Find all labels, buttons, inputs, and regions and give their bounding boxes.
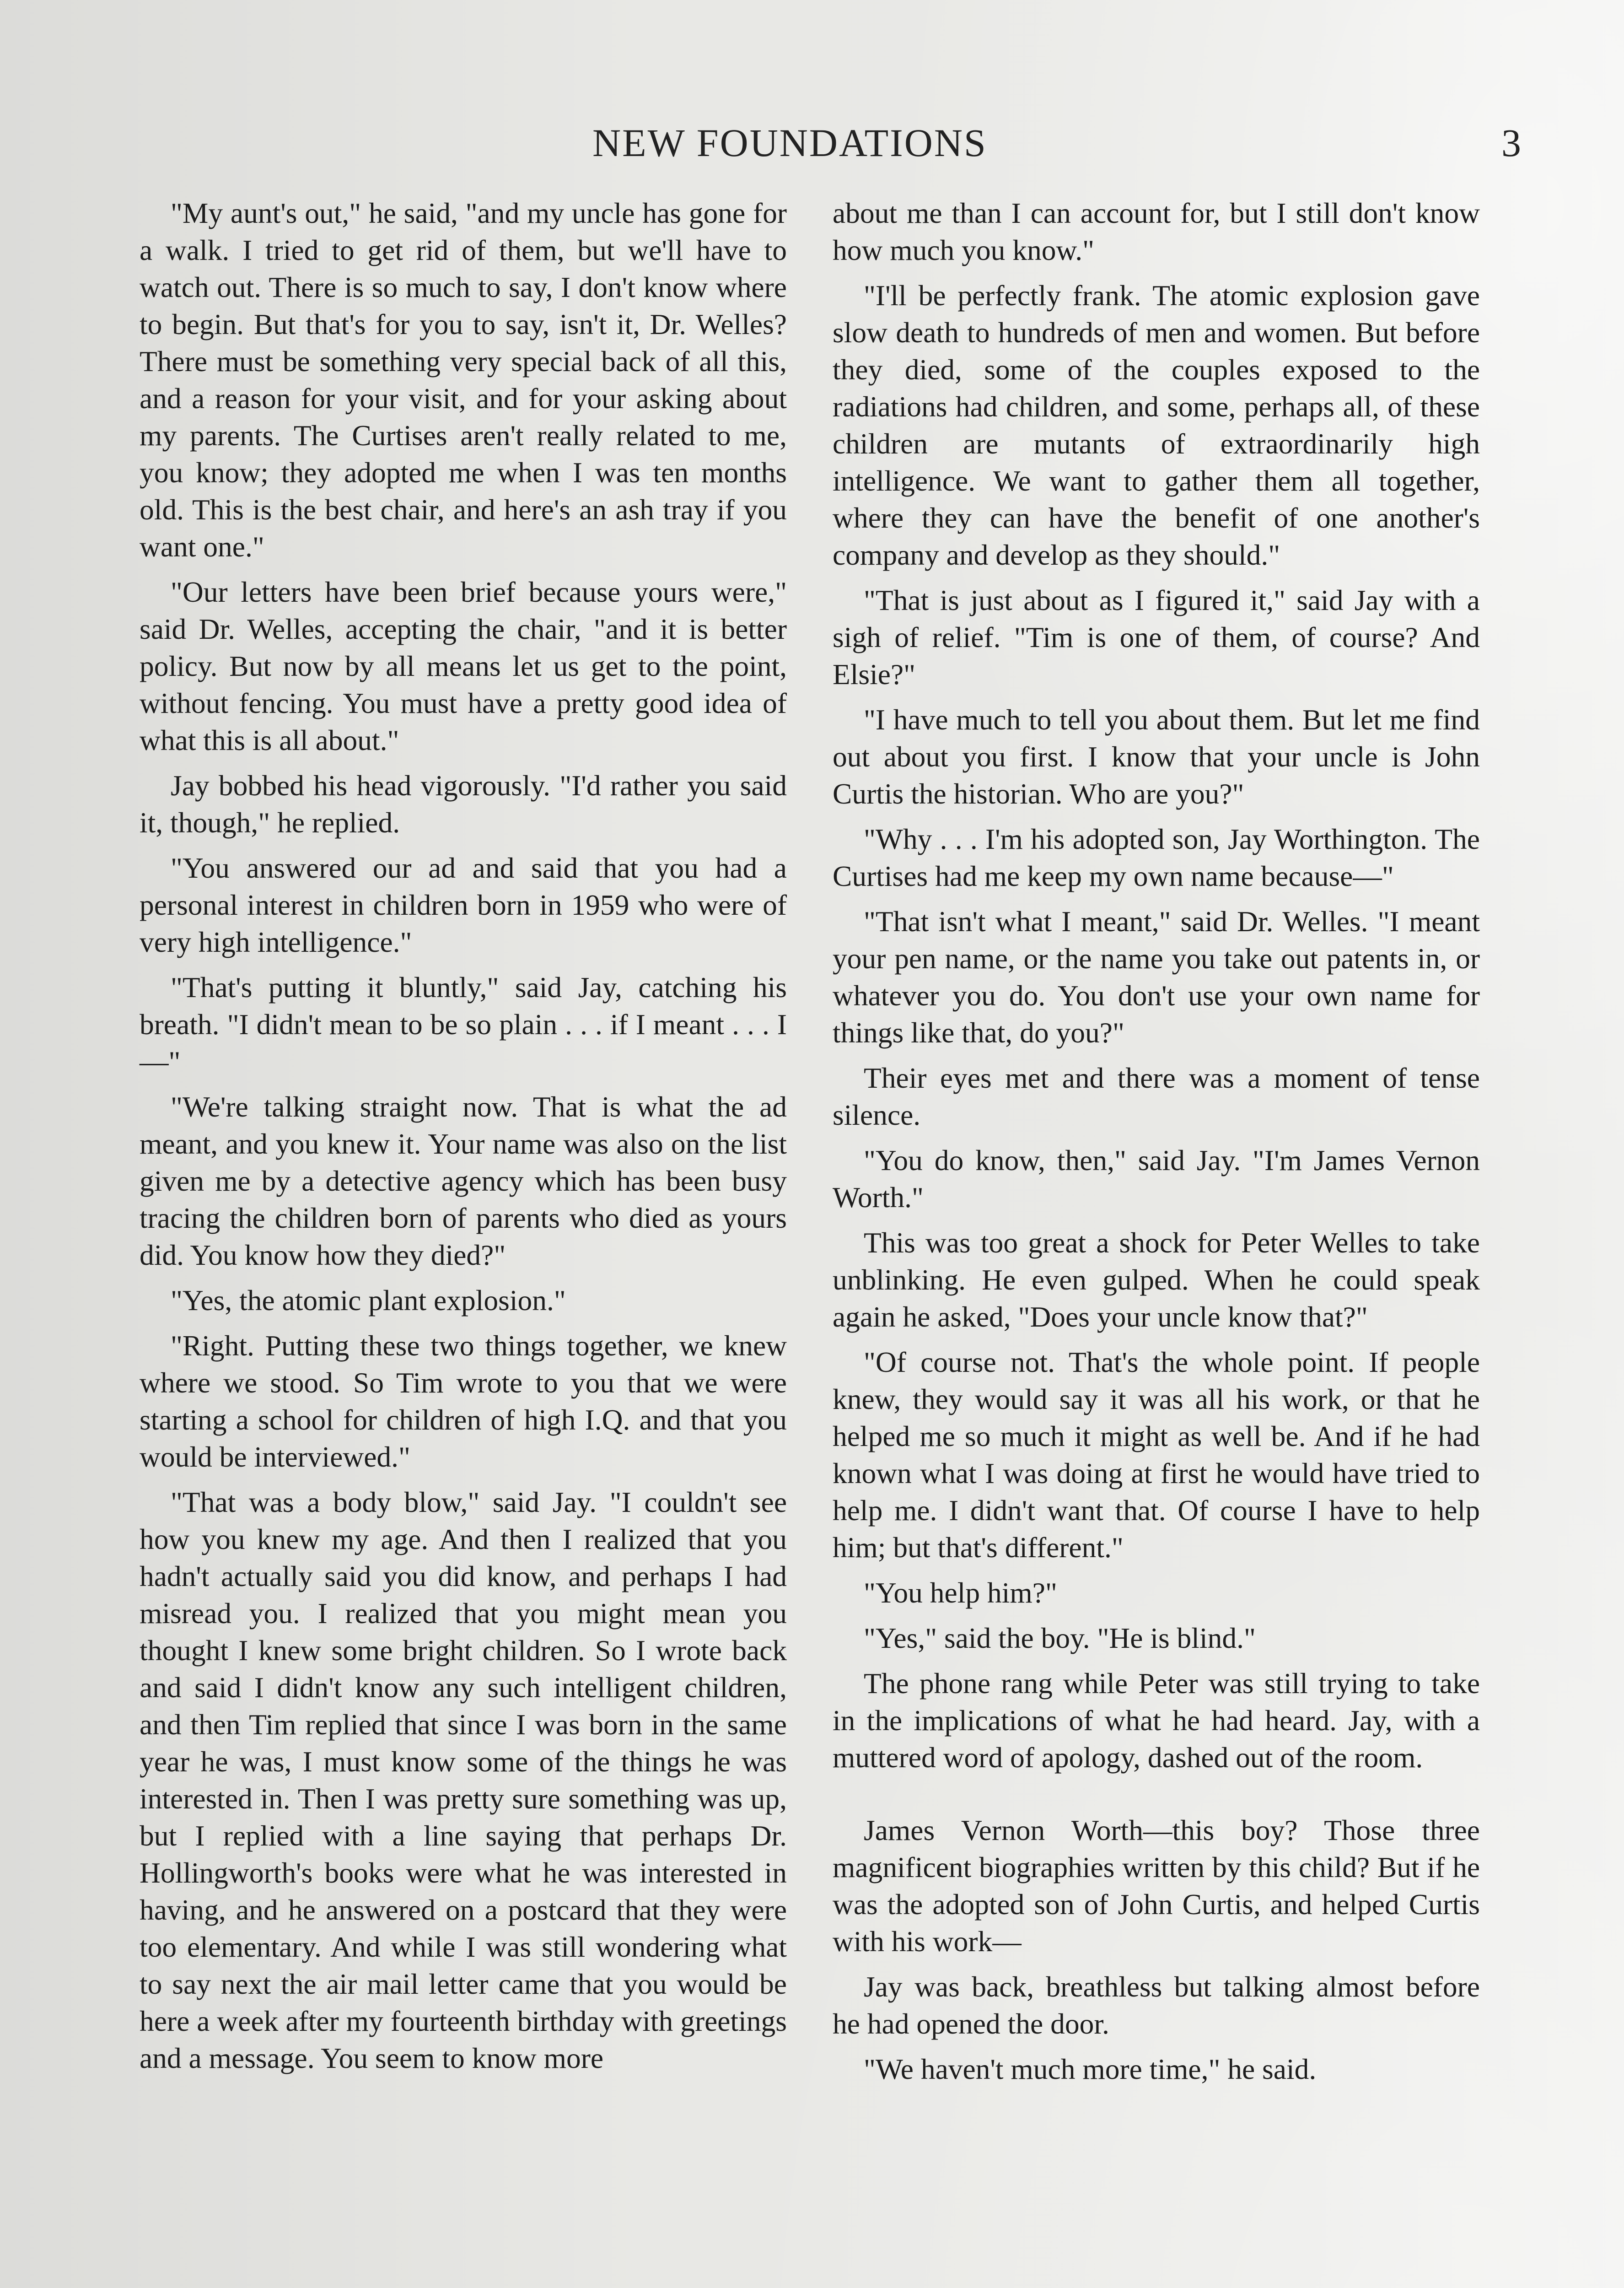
paragraph: "We haven't much more time," he said. [864,2053,1317,2085]
paragraph: Jay was back, breathless but talking almost before he had opened the door. [833,1970,1480,2040]
paragraph: Their eyes met and there was a moment of tense silence. [833,1062,1480,1131]
paragraph: Jay bobbed his head vigorously. "I'd rather you said it, though," he replied. [140,769,787,839]
paragraph: "Yes," said the boy. "He is blind." [864,1622,1256,1654]
left-column [140,194,787,2085]
paragraph: "That isn't what I meant," said Dr. Welles. "I meant your pen name, or the name you take out patents in, or whatever you do. You don't use your own name for things like that, do you?" [833,905,1480,1049]
paragraph: The phone rang while Peter was still trying to take in the implications of what he had heard. Jay, with a muttered word of apology, dashed out of the room. [833,1667,1480,1774]
paragraph: "Yes, the atomic plant explosion." [171,1284,566,1317]
paragraph: "Our letters have been brief because yours were," said Dr. Welles, accepting the chair, "and it is better policy. But now by all means let us get to the point, without fencing. You must have a pretty good idea of what this is all about." [140,576,787,756]
paragraph: about me than I can account for, but I still don't know how much you know." [833,197,1480,266]
paragraph: "Of course not. That's the whole point. If people knew, they would say it was all his work, or that he helped me so much it might as well be. And if he had known what I was doing at first he would have tried to help me. I didn't want that. Of course I have to help him; but that's different." [833,1346,1480,1564]
paragraph: "I have much to tell you about them. But let me find out about you first. I know that your uncle is John Curtis the historian. Who are you?" [833,703,1480,810]
paragraph: "That is just about as I figured it," said Jay with a sigh of relief. "Tim is one of them, of course? And Elsie?" [833,584,1480,691]
page-number: 3 [1501,121,1521,165]
paragraph: James Vernon Worth—this boy? Those three magnificent biographies written by this child? But if he was the adopted son of John Curtis, and helped Curtis with his work— [833,1814,1480,1958]
paragraph: "My aunt's out," he said, "and my uncle has gone for a walk. I tried to get rid of them, but we'll have to watch out. There is so much to say, I don't know where to begin. But that's for you to say, isn't it, Dr. Welles? There must be something very special back of all this, and a reason for your visit, and for your asking about my parents. The Curtises aren't really related to me, you know; they adopted me when I was ten months old. This is the best chair, and here's an ash tray if you want one." [140,197,787,563]
right-column [833,194,1480,2096]
paragraph: This was too great a shock for Peter Welles to take unblinking. He even gulped. When he could speak again he asked, "Does your uncle know that?" [833,1226,1480,1333]
paragraph: "Right. Putting these two things together, we knew where we stood. So Tim wrote to you that we were starting a school for children of high I.Q. and that you would be interviewed." [140,1329,787,1473]
paragraph: "You answered our ad and said that you had a personal interest in children born in 1959 who were of very high intelligence." [140,852,787,958]
paragraph: "We're talking straight now. That is what the ad meant, and you knew it. Your name was also on the list given me by a detective agency which has been busy tracing the children born of parents who died as yours did. You know how they died?" [140,1090,787,1271]
paragraph: "That was a body blow," said Jay. "I couldn't see how you knew my age. And then I realized that you hadn't actually said you did know, and perhaps I had misread you. I realized that you might mean you thought I knew some bright children. So I wrote back and said I didn't know any such intelligent children, and then Tim replied that since I was born in the same year he was, I must know some of the things he was interested in. Then I was pretty sure something was up, but I replied with a line saying that perhaps Dr. Hollingworth's books were what he was interested in having, and he answered on a postcard that they were too elementary. And while I was still wondering what to say next the air mail letter came that you would be here a week after my fourteenth birthday with greetings and a message. You seem to know more [140,1486,787,2074]
paragraph: "I'll be perfectly frank. The atomic explosion gave slow death to hundreds of men and women. But before they died, some of the couples exposed to the radiations had children, and some, perhaps all, of these children are mutants of extraordinarily high intelligence. We want to gather them all together, where they can have the benefit of one another's company and develop as they should." [833,279,1480,571]
paragraph: "You help him?" [864,1576,1057,1609]
paragraph: "You do know, then," said Jay. "I'm James Vernon Worth." [833,1144,1480,1214]
running-header-title: NEW FOUNDATIONS [592,121,987,165]
paragraph: "That's putting it bluntly," said Jay, catching his breath. "I didn't mean to be so plain . . . if I meant . . . I—" [140,971,787,1078]
paragraph: "Why . . . I'm his adopted son, Jay Worthington. The Curtises had me keep my own name because—" [833,823,1480,892]
